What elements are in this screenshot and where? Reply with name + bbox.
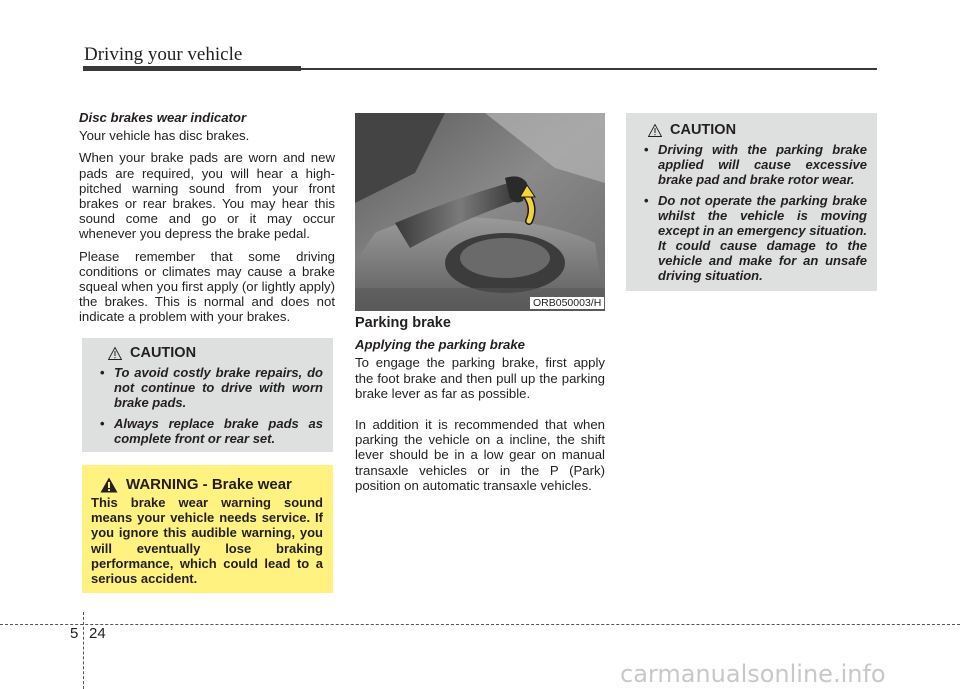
parking-brake-title: Parking brake [355,315,451,331]
parking-brake-illustration [355,113,605,311]
caution-triangle-icon [648,124,662,137]
caution-header [108,345,323,361]
header-rule-thin [301,68,877,70]
caution-title: CAUTION [130,345,197,361]
caution-triangle-icon [108,347,122,360]
photo-caption: ORB050003/H [530,297,604,309]
paragraph: Your vehicle has disc brakes. [79,128,250,144]
watermark: carmanualsonline.info [620,660,886,688]
caution-title: CAUTION [670,122,737,138]
caution-header [648,122,867,138]
chapter-number: 5 [70,625,79,642]
warning-body: This brake wear warning sound means your vehicle needs service. If you ignore this audible warning, you will eventually lose braking performance, which could lead to a serious accident. [91,495,323,587]
warning-header [94,476,333,493]
paragraph: In addition it is recommended that when parking the vehicle on a incline, the shift lever should be in a low gear on manual transaxle vehicles or in the P (Park) position on automatic transaxle vehicles. [355,417,605,493]
caution-list [638,142,867,283]
paragraph: When your brake pads are worn and new pads are required, you will hear a high-pitched warning sound from your front brakes or rear brakes. You may hear this sound come and go or it may occur whenever you depress the brake pedal. [79,150,335,242]
page-header-title: Driving your vehicle [84,44,243,65]
paragraph: To engage the parking brake, first apply the foot brake and then pull up the parking brake lever as far as possible. [355,355,605,401]
left-column [79,110,335,332]
caution-item: • Driving with the parking brake applied will cause excessive brake pad and brake rotor wear. [638,142,867,187]
parking-brake-photo [355,113,605,311]
warning-triangle-icon [100,477,118,493]
page-number: 24 [89,625,106,642]
caution-item: • Always replace brake pads as complete front or rear set. [94,416,323,446]
middle-column [355,316,605,509]
caution-list [94,365,323,446]
footer-dashed-rule [0,624,960,625]
caution-item: • To avoid costly brake repairs, do not continue to drive with worn brake pads. [94,365,323,410]
footer-vertical-dashed-rule [83,612,84,689]
warning-subtitle: - Brake wear [198,476,292,493]
header-rule-thick [83,66,301,71]
disc-brakes-subheading: Disc brakes wear indicator [79,110,247,125]
caution-box-parking-brake [626,113,877,291]
warning-title: WARNING [126,476,199,493]
caution-item: • Do not operate the parking brake whilst the vehicle is moving except in an emergency situation. It could cause damage to the vehicle and make for an unsafe driving situation. [638,193,867,283]
applying-parking-brake-subheading: Applying the parking brake [355,337,526,353]
caution-box-brake-pads [82,338,333,452]
warning-box-brake-wear [82,465,333,593]
paragraph: Please remember that some driving conditions or climates may cause a brake squeal when you first apply (or lightly apply) the brakes. This is normal and does not indicate a problem with your brakes. [79,248,335,325]
